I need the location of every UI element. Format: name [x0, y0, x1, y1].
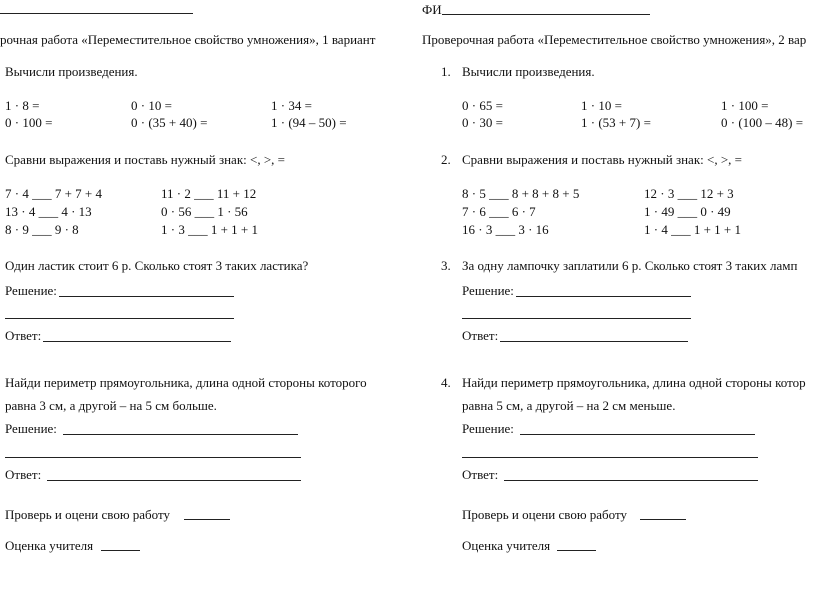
- right-task2-expr: 12 · 3 ___ 12 + 3: [644, 186, 734, 201]
- right-teacher-grade-line[interactable]: [557, 550, 596, 551]
- left-name-field-line[interactable]: [0, 13, 193, 14]
- right-task2-expr: 7 · 6 ___ 6 · 7: [462, 204, 536, 219]
- right-task4-solution-line-2[interactable]: [462, 457, 758, 458]
- left-task1-expr: 0 · (35 + 40) =: [131, 115, 208, 130]
- left-task3-solution-line[interactable]: [59, 296, 234, 297]
- right-task3-answer-label: Ответ:: [462, 328, 499, 343]
- right-self-check-line[interactable]: [640, 519, 686, 520]
- left-task1-expr: 1 · (94 – 50) =: [271, 115, 347, 130]
- left-title: рочная работа «Переместительное свойство умножения», 1 вариант: [0, 32, 376, 47]
- right-task4-answer-line[interactable]: [504, 480, 758, 481]
- right-task1-number: 1.: [441, 64, 451, 79]
- left-task3-text: Один ластик стоит 6 р. Сколько стоят 3 таких ластика?: [5, 258, 309, 273]
- left-task3-solution-label: Решение:: [5, 283, 57, 298]
- right-task2-expr: 8 · 5 ___ 8 + 8 + 8 + 5: [462, 186, 580, 201]
- right-task4-answer-label: Ответ:: [462, 467, 499, 482]
- right-task4-number: 4.: [441, 375, 451, 390]
- left-task3-answer-label: Ответ:: [5, 328, 42, 343]
- right-task1-expr: 1 · 10 =: [581, 98, 622, 113]
- right-name-label: ФИ: [422, 2, 442, 17]
- left-teacher-grade: Оценка учителя: [5, 538, 94, 553]
- left-task4-solution-label: Решение:: [5, 421, 57, 436]
- right-task2-number: 2.: [441, 152, 451, 167]
- right-task3-text: За одну лампочку заплатили 6 р. Сколько стоят 3 таких ламп: [462, 258, 798, 273]
- left-task2-expr: 13 · 4 ___ 4 · 13: [5, 204, 92, 219]
- right-task4-solution-label: Решение:: [462, 421, 514, 436]
- right-task4-solution-line[interactable]: [520, 434, 755, 435]
- right-task1-expr: 0 · (100 – 48) =: [721, 115, 804, 130]
- left-task4-solution-line-2[interactable]: [5, 457, 301, 458]
- right-task1-expr: 1 · (53 + 7) =: [581, 115, 651, 130]
- left-task3-answer-line[interactable]: [43, 341, 231, 342]
- left-task1-expr: 1 · 8 =: [5, 98, 40, 113]
- left-task4-line2: равна 3 см, а другой – на 5 см больше.: [5, 398, 217, 413]
- left-task1-expr: 0 · 10 =: [131, 98, 172, 113]
- right-task2-expr: 16 · 3 ___ 3 · 16: [462, 222, 549, 237]
- left-task1-title: Вычисли произведения.: [5, 64, 138, 79]
- right-name-field-line[interactable]: [442, 14, 650, 15]
- left-task4-answer-label: Ответ:: [5, 467, 42, 482]
- left-task1-expr: 0 · 100 =: [5, 115, 53, 130]
- left-task4-solution-line[interactable]: [63, 434, 298, 435]
- right-task3-number: 3.: [441, 258, 451, 273]
- left-task2-expr: 8 · 9 ___ 9 · 8: [5, 222, 79, 237]
- right-title: Проверочная работа «Переместительное свойство умножения», 2 вар: [422, 32, 807, 47]
- right-task3-solution-label: Решение:: [462, 283, 514, 298]
- right-task2-expr: 1 · 4 ___ 1 + 1 + 1: [644, 222, 741, 237]
- left-task3-solution-line-2[interactable]: [5, 318, 234, 319]
- right-teacher-grade: Оценка учителя: [462, 538, 551, 553]
- left-task2-expr: 11 · 2 ___ 11 + 12: [161, 186, 257, 201]
- left-task4-line1: Найди периметр прямоугольника, длина одной стороны которого: [5, 375, 367, 390]
- left-task2-title: Сравни выражения и поставь нужный знак: <, >, =: [5, 152, 285, 167]
- left-self-check-line[interactable]: [184, 519, 230, 520]
- right-task1-expr: 0 · 30 =: [462, 115, 503, 130]
- left-task2-expr: 0 · 56 ___ 1 · 56: [161, 204, 248, 219]
- right-task4-line1: Найди периметр прямоугольника, длина одной стороны котор: [462, 375, 806, 390]
- right-task3-solution-line[interactable]: [516, 296, 691, 297]
- right-task2-expr: 1 · 49 ___ 0 · 49: [644, 204, 731, 219]
- right-task1-title: Вычисли произведения.: [462, 64, 595, 79]
- left-teacher-grade-line[interactable]: [101, 550, 140, 551]
- right-task3-answer-line[interactable]: [500, 341, 688, 342]
- left-task2-expr: 1 · 3 ___ 1 + 1 + 1: [161, 222, 258, 237]
- right-self-check: Проверь и оцени свою работу: [462, 507, 628, 522]
- right-task4-line2: равна 5 см, а другой – на 2 см меньше.: [462, 398, 676, 413]
- left-task1-expr: 1 · 34 =: [271, 98, 312, 113]
- left-task2-expr: 7 · 4 ___ 7 + 7 + 4: [5, 186, 102, 201]
- right-task1-expr: 1 · 100 =: [721, 98, 769, 113]
- left-self-check: Проверь и оцени свою работу: [5, 507, 171, 522]
- left-task4-answer-line[interactable]: [47, 480, 301, 481]
- right-task3-solution-line-2[interactable]: [462, 318, 691, 319]
- right-task2-title: Сравни выражения и поставь нужный знак: <, >, =: [462, 152, 742, 167]
- right-task1-expr: 0 · 65 =: [462, 98, 503, 113]
